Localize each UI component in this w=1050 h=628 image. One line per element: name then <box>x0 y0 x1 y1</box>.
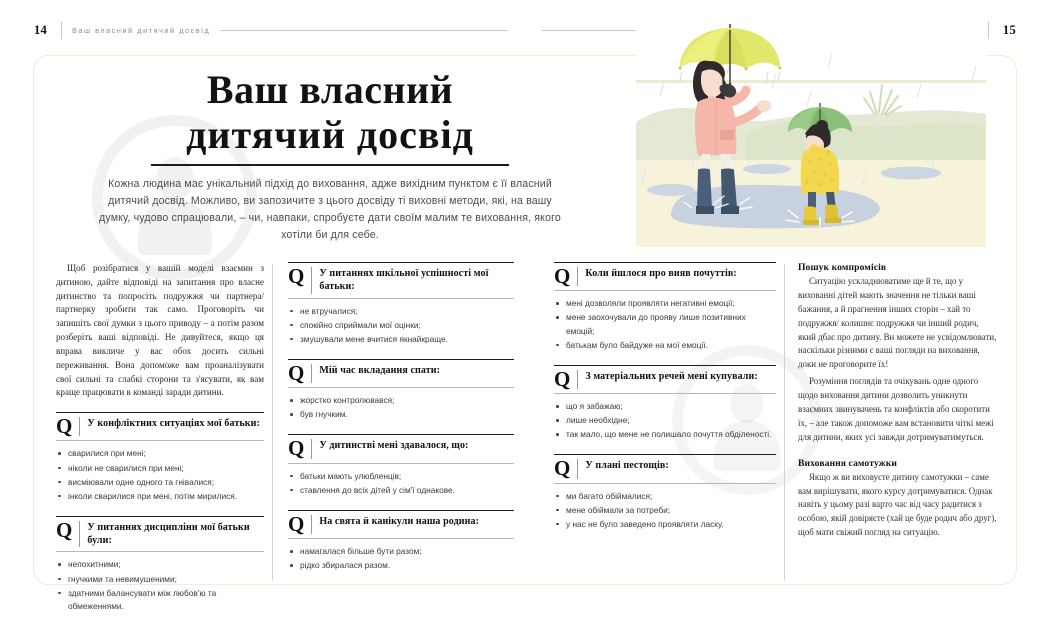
question-heading: З матеріальних речей мені купували: <box>585 370 758 382</box>
title-rule <box>151 164 509 166</box>
list-item[interactable]: інколи сварилися при мені, потім мирилися. <box>56 490 264 503</box>
question-heading: Мій час вкладання спати: <box>319 364 441 376</box>
list-item[interactable]: ніколи не сварилися при мені; <box>56 462 264 475</box>
hero-block <box>50 68 610 244</box>
question-marker-icon: Q <box>554 370 578 389</box>
list-item[interactable]: здатними балансувати між любов'ю та обмеженнями. <box>56 587 264 613</box>
list-item[interactable]: рідко збиралася разом. <box>288 559 514 572</box>
list-item[interactable]: сварилися при мені; <box>56 447 264 460</box>
list-item[interactable]: намагалася більше бути разом; <box>288 545 514 558</box>
question-options <box>288 394 514 421</box>
list-item[interactable]: батькам було байдуже на мої емоції. <box>554 339 776 352</box>
folio-left: 14 <box>34 22 48 37</box>
list-item[interactable]: гнучкими та невимушеними; <box>56 573 264 586</box>
page-title-line1: Ваш власний <box>206 67 454 112</box>
mother-and-child-in-rain-illustration <box>636 22 986 247</box>
question-block-bedtime <box>288 359 514 422</box>
section-heading-compromise: Пошук компромісів <box>798 262 887 273</box>
question-options <box>554 490 776 531</box>
question-header <box>288 434 514 463</box>
question-header <box>554 365 776 394</box>
question-header <box>288 262 514 299</box>
question-block-conflict <box>56 412 264 503</box>
list-item[interactable]: спокійно сприймали мої оцінки; <box>288 319 514 332</box>
column-divider-1 <box>272 264 273 580</box>
column-4 <box>798 262 998 584</box>
intro-paragraph: Щоб розібратися у вашій моделі взаємин з дитиною, дайте відповіді на запитання про власне дитинство та попросіть подружжя чи партнера/партнерку зробити так само. Проговоріть чи запишіть свої думки з цього приводу – а потім разом розберіть ваші відповіді. Не дивуйтеся, якщо ця вправа викличе у вас обох досить сильні переживання. Вона допоможе вам проаналізувати свої сильні та слабкі сторони та з'ясувати, як вам краще працювати в команді заради дитини. <box>56 263 264 398</box>
list-item[interactable]: жорстко контролювався; <box>288 394 514 407</box>
question-marker-icon: Q <box>288 364 312 383</box>
hero-lede: Кожна людина має унікальний підхід до виховання, адже вихідним пунктом є її власний дитячий досвід. Можливо, ви запозичите з цього досвіду ті виховні методи, які, на вашу думку, чудово спрацювали, – чи, навпаки, спробуєте дати своїм малим те виховання, якого хотіли би для себе. <box>99 177 561 242</box>
question-block-childhood-feeling <box>288 434 514 497</box>
page-title <box>50 68 610 158</box>
question-marker-icon: Q <box>554 459 578 478</box>
question-marker-icon: Q <box>288 439 312 458</box>
list-item[interactable]: мене обіймали за потреби; <box>554 504 776 517</box>
question-options <box>288 470 514 497</box>
section-paragraph: Ситуацію ускладнюватиме ще й те, що у вихованні дітей мають значення не тільки ваші бажання, а й прагнення інших сторін – хай то подружжя/ колишнє подружжя чи інший родич, який дбає про дитину. Ви можете не усвідомлювати, наскільки різними є ваші погляди на виховання, доки не проговорите їх! <box>798 276 997 370</box>
question-header <box>288 510 514 539</box>
list-item[interactable]: у нас не було заведено проявляти ласку. <box>554 518 776 531</box>
question-block-affection <box>554 454 776 531</box>
section-paragraph: Якщо ж ви виховуєте дитину самотужки – саме вам вирішувати, якого курсу дотримуватися. Однак навіть у цьому разі варто час від часу радитися з особою, якій довіряєте (хай це буде родич або друг), щоб мати свіжий погляд на ситуацію. <box>798 471 997 538</box>
question-options <box>554 297 776 351</box>
question-header <box>288 359 514 388</box>
question-block-discipline <box>56 516 264 613</box>
list-item[interactable]: мені дозволяли проявляти негативні емоції; <box>554 297 776 310</box>
question-header <box>56 412 264 441</box>
question-marker-icon: Q <box>288 515 312 534</box>
list-item[interactable]: лише необхідне; <box>554 414 776 427</box>
column-divider-3 <box>784 264 785 580</box>
question-block-school <box>288 262 514 346</box>
column-1 <box>56 262 264 611</box>
column-3 <box>554 262 776 584</box>
running-head-left <box>28 20 508 40</box>
question-header <box>554 262 776 291</box>
list-item[interactable]: батьки мають улюбленців; <box>288 470 514 483</box>
list-item[interactable]: непохитними; <box>56 558 264 571</box>
question-heading: Коли йшлося про вияв почуттів: <box>585 268 737 279</box>
question-header <box>554 454 776 483</box>
question-options <box>56 558 264 612</box>
page-title-line2: дитячий досвід <box>186 111 474 157</box>
list-item[interactable]: що я забажаю; <box>554 400 776 413</box>
list-item[interactable]: ми багато обіймалися; <box>554 490 776 503</box>
question-heading: У конфліктних ситуаціях мої батьки: <box>87 418 260 430</box>
list-item[interactable]: не втручалися; <box>288 305 514 318</box>
section-paragraph: Розуміння поглядів та очікувань одне одного щодо виховання дитини дозволить уникнути взаємних звинувачень та конфліктів або скоротити їх, – але також допоможе вам встановити чіткі межі для дитини, яких усі завжди дотримуватимуться. <box>798 376 994 442</box>
list-item[interactable]: так мало, що мене не полишало почуття обділеності. <box>554 428 776 441</box>
question-options <box>288 305 514 346</box>
column-2 <box>288 262 514 584</box>
question-marker-icon: Q <box>56 521 80 548</box>
list-item[interactable]: ставлення до всіх дітей у сім'ї однакове. <box>288 484 514 497</box>
running-rule-left <box>220 30 508 31</box>
question-heading: У плані пестощів: <box>585 460 669 472</box>
columns-area <box>56 262 997 611</box>
question-block-feelings <box>554 262 776 352</box>
question-header <box>56 516 264 553</box>
question-block-material <box>554 365 776 442</box>
list-item[interactable]: змушували мене вчитися якнайкраще. <box>288 333 514 346</box>
folio-right: 15 <box>1002 22 1016 37</box>
question-options <box>554 400 776 441</box>
question-marker-icon: Q <box>56 417 80 436</box>
question-marker-icon: Q <box>288 267 312 294</box>
question-heading: У питаннях шкільної успішності мої батьки: <box>319 268 489 292</box>
list-item[interactable]: висміювали одне одного та гнівалися; <box>56 476 264 489</box>
question-marker-icon: Q <box>554 267 578 286</box>
question-options <box>288 545 514 572</box>
list-item[interactable]: мене заохочували до прояву лише позитивних емоцій; <box>554 311 776 337</box>
section-heading-alone: Виховання самотужки <box>798 457 897 469</box>
list-item[interactable]: був гнучким. <box>288 408 514 421</box>
question-heading: У питаннях дисципліни мої батьки були: <box>87 521 250 546</box>
question-heading: На свята й канікули наша родина: <box>319 515 480 527</box>
running-title-left: Ваш власний дитячий досвід <box>72 25 211 35</box>
question-options <box>56 447 264 502</box>
question-block-holidays <box>288 510 514 573</box>
question-heading: У дитинстві мені здавалося, що: <box>319 440 469 452</box>
